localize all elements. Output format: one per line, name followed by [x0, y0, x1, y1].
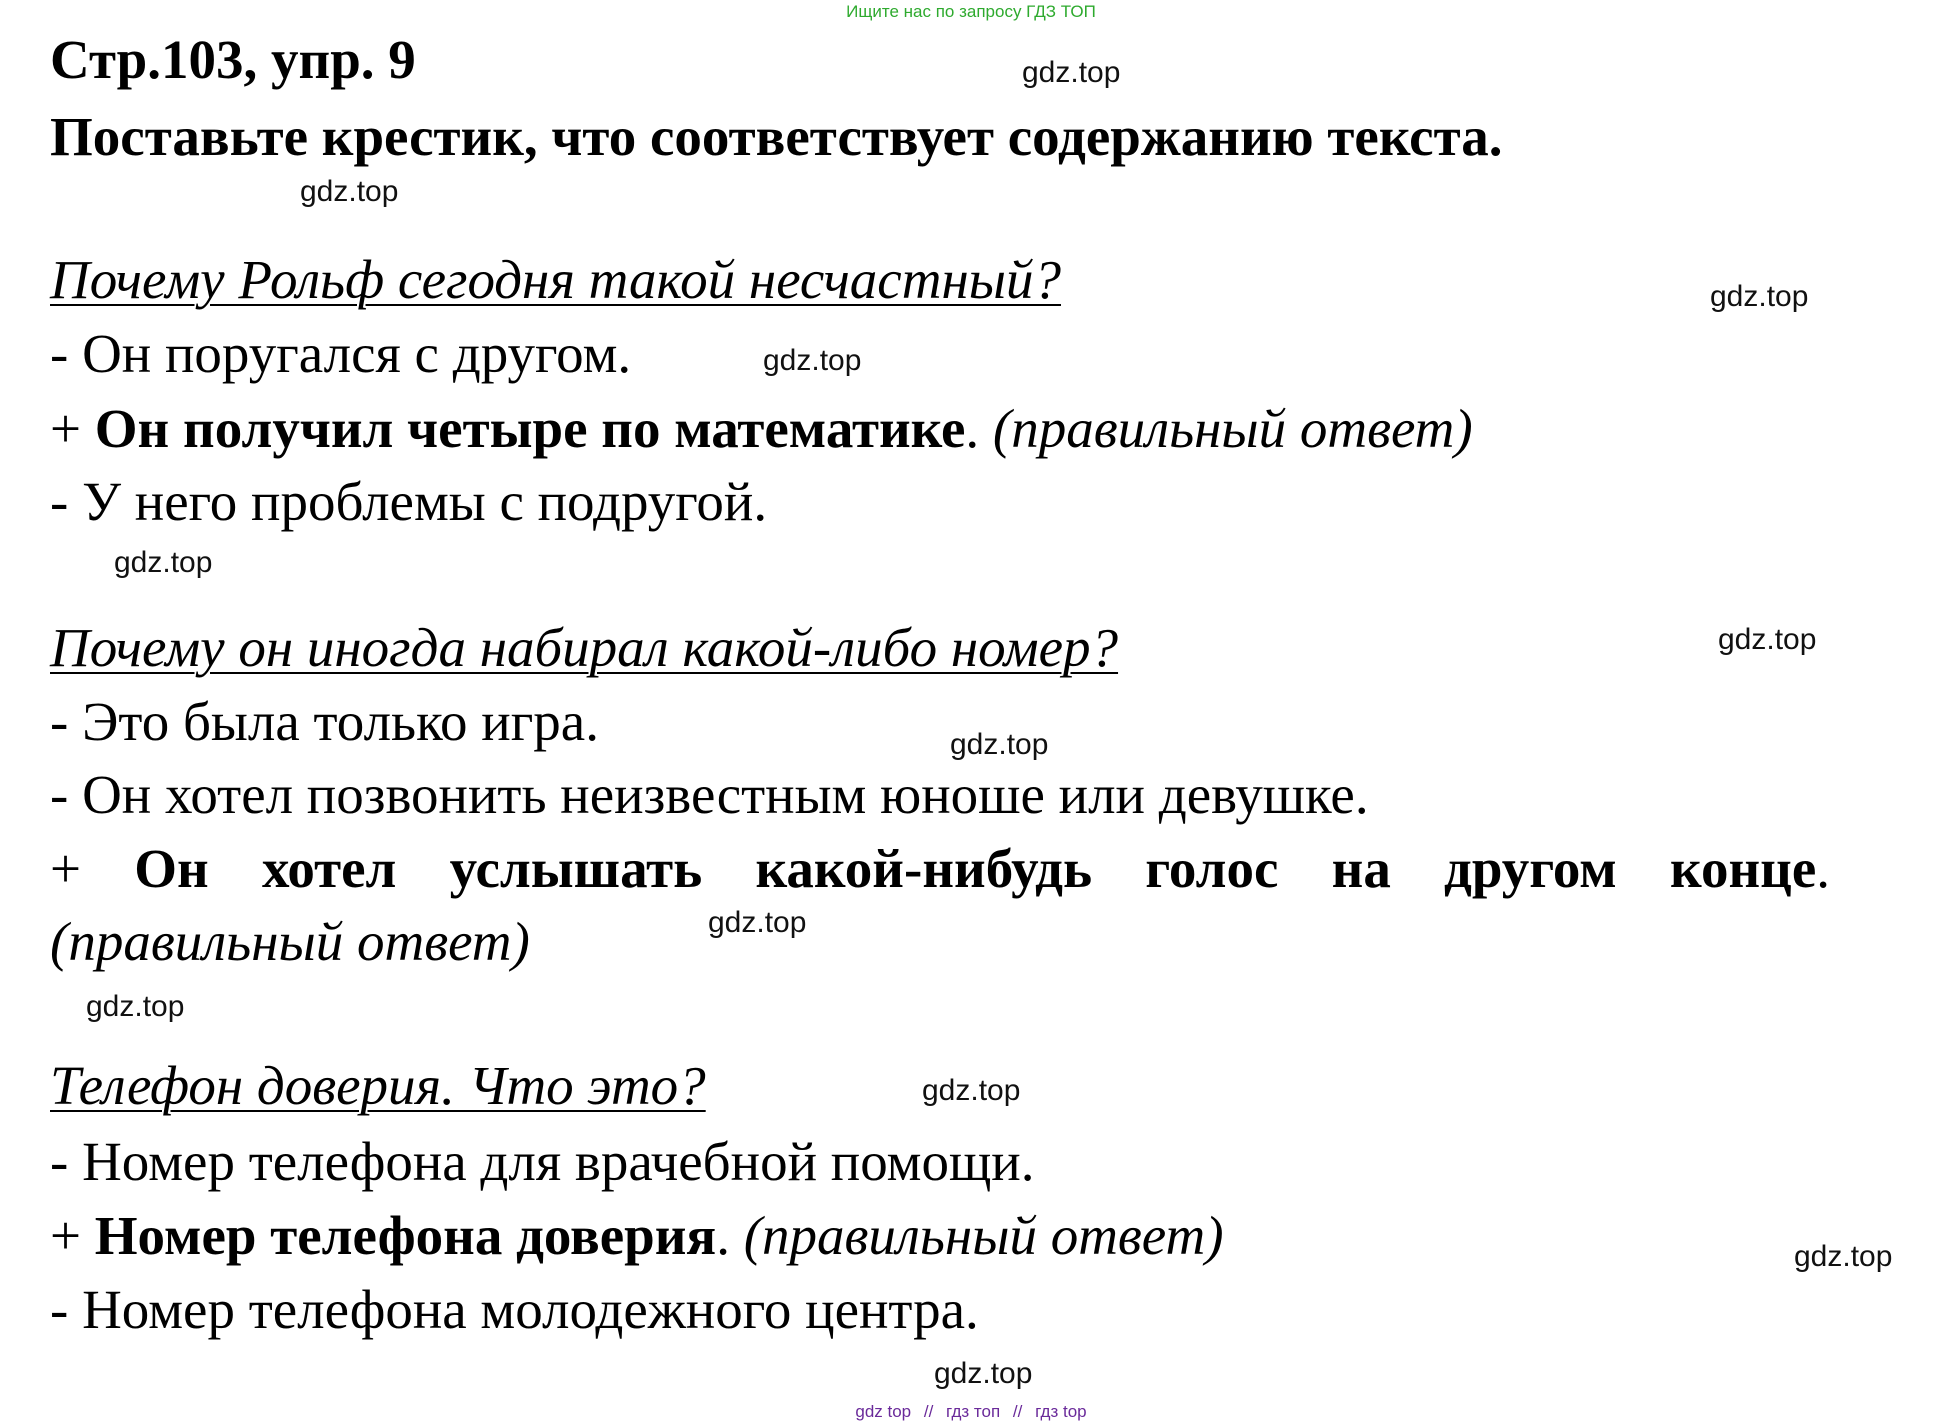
watermark: gdz.top	[114, 546, 213, 579]
watermark: gdz.top	[1718, 623, 1817, 656]
option-text: Он поругался с другом.	[82, 323, 632, 384]
option-mark: -	[50, 1131, 83, 1192]
watermark: gdz.top	[1022, 56, 1121, 89]
footer-separator: //	[923, 1402, 934, 1421]
watermark: gdz.top	[1794, 1240, 1893, 1273]
option-2-3	[50, 837, 1830, 900]
footer-link[interactable]: gdz top	[855, 1402, 912, 1421]
question-2: Почему он иногда набирал какой-либо номер?	[50, 617, 1119, 678]
option-tail: .	[965, 398, 993, 459]
watermark: gdz.top	[763, 344, 862, 377]
correct-answer-note: (правильный ответ)	[992, 398, 1473, 459]
option-mark: +	[50, 1205, 95, 1266]
question-1: Почему Рольф сегодня такой несчастный?	[50, 249, 1061, 310]
option-tail: .	[1816, 838, 1830, 899]
watermark: gdz.top	[708, 906, 807, 939]
option-mark: +	[50, 398, 95, 459]
option-tail: .	[716, 1205, 744, 1266]
option-2-2	[50, 763, 1369, 826]
option-mark: -	[50, 471, 83, 532]
watermark: gdz.top	[1710, 280, 1809, 313]
option-mark: -	[50, 1279, 83, 1340]
page-title: Стр.103, упр. 9	[50, 29, 416, 90]
option-3-3	[50, 1278, 979, 1341]
option-mark: +	[50, 838, 135, 899]
correct-answer-text: Он получил четыре по математике	[94, 398, 966, 459]
option-text: Он хотел позвонить неизвестным юноше или девушке.	[82, 764, 1369, 825]
correct-answer-text: Он хотел услышать какой-нибудь голос на другом конце	[134, 838, 1817, 899]
watermark: gdz.top	[950, 728, 1049, 761]
watermark: gdz.top	[934, 1357, 1033, 1390]
option-text: Это была только игра.	[82, 691, 599, 752]
watermark: gdz.top	[300, 175, 399, 208]
footer-link[interactable]: гдз top	[1035, 1402, 1087, 1421]
option-mark: -	[50, 691, 83, 752]
watermark: gdz.top	[86, 990, 185, 1023]
correct-answer-text: Номер телефона доверия	[94, 1205, 717, 1266]
footer-link[interactable]: гдз топ	[946, 1402, 1001, 1421]
option-1-3	[50, 470, 767, 533]
option-text: Номер телефона для врачебной помощи.	[82, 1131, 1035, 1192]
option-text: Номер телефона молодежного центра.	[82, 1279, 979, 1340]
question-3: Телефон доверия. Что это?	[50, 1055, 706, 1116]
option-1-2	[50, 397, 1473, 460]
option-mark: -	[50, 323, 83, 384]
option-3-1	[50, 1130, 1034, 1193]
footer-separator: //	[1012, 1402, 1023, 1421]
instruction-text: Поставьте крестик, что соответствует содержанию текста.	[50, 106, 1503, 167]
footer-links	[0, 1402, 1942, 1422]
option-2-1	[50, 690, 599, 753]
option-mark: -	[50, 764, 83, 825]
option-2-3-note	[50, 910, 530, 973]
top-banner: Ищите нас по запросу ГДЗ ТОП	[846, 2, 1096, 21]
option-text: У него проблемы с подругой.	[82, 471, 768, 532]
correct-answer-note: (правильный ответ)	[743, 1205, 1224, 1266]
option-1-1	[50, 322, 631, 385]
option-3-2	[50, 1204, 1224, 1267]
watermark: gdz.top	[922, 1074, 1021, 1107]
correct-answer-note: (правильный ответ)	[50, 911, 530, 972]
